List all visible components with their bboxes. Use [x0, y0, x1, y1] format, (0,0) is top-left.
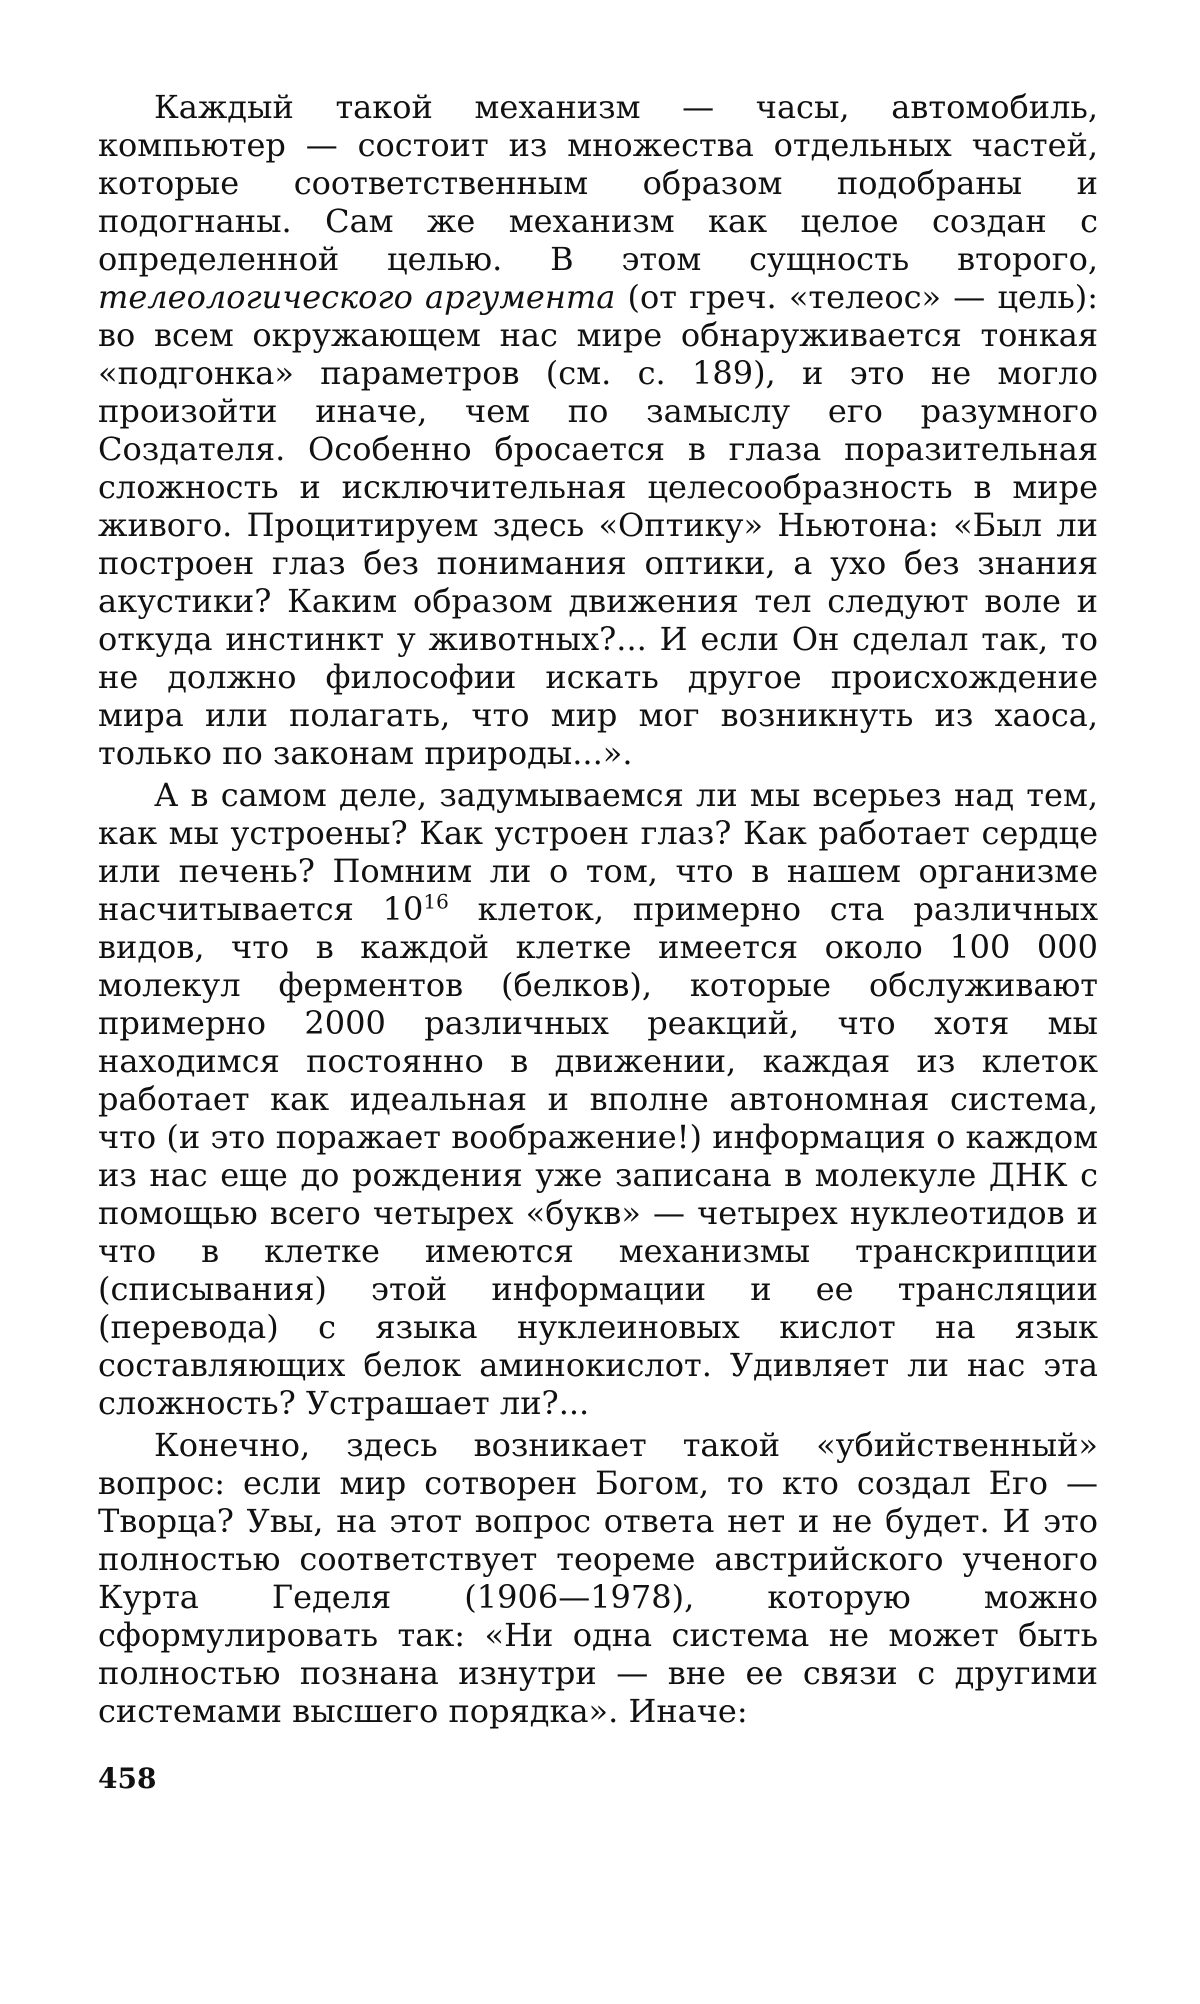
paragraph-3-text: Конечно, здесь возникает такой «убийственный» вопрос: если мир сотворен Богом, то кто создал Его — Творца? Увы, на этот вопрос ответа нет и не будет. И это полностью соответствует теореме австрийского ученого Курта Геделя (1906—1978), которую можно сформулировать так: «Ни одна система не может быть полностью познана изнутри — вне ее связи с другими системами высшего порядка». Иначе:	[98, 1426, 1098, 1730]
paragraph-2-exponent: 16	[423, 889, 449, 914]
paragraph-2-text: А в самом деле, задумываемся ли мы всерьез над тем, как мы устроены? Как устроен глаз? Как работает сердце или печень? Помним ли о том, что в нашем организме насчитывается 10	[98, 776, 1098, 928]
paragraph-3	[98, 1426, 1098, 1730]
paragraph-1-italic-term: телеологического аргумента	[98, 278, 616, 316]
paragraph-1-text-continued: (от греч. «телеос» — цель): во всем окружающем нас мире обнаруживается тонкая «подгонка» параметров (см. с. 189), и это не могло произойти иначе, чем по замыслу его разумного Создателя. Особенно бросается в глаза поразительная сложность и исключительная целесообразность в мире живого. Процитируем здесь «Оптику» Ньютона: «Был ли построен глаз без понимания оптики, а ухо без знания акустики? Каким образом движения тел следуют воле и откуда инстинкт у животных?... И если Он сделал так, то не должно философии искать другое происхождение мира или полагать, что мир мог возникнуть из хаоса, только по законам природы...».	[98, 278, 1098, 772]
paragraph-1-text: Каждый такой механизм — часы, автомобиль, компьютер — состоит из множества отдельных частей, которые соответственным образом подобраны и подогнаны. Сам же механизм как целое создан с определенной целью. В этом сущность второго,	[98, 88, 1098, 278]
paragraph-1	[98, 88, 1098, 772]
paragraph-2-text-continued: клеток, примерно ста различных видов, что в каждой клетке имеется около 100 000 молекул ферментов (белков), которые обслуживают примерно 2000 различных реакций, что хотя мы находимся постоянно в движении, каждая из клеток работает как идеальная и вполне автономная система, что (и это поражает воображение!) информация о каждом из нас еще до рождения уже записана в молекуле ДНК с помощью всего четырех «букв» — четырех нуклеотидов и что в клетке имеются механизмы транскрипции (списывания) этой информации и ее трансляции (перевода) с языка нуклеиновых кислот на язык составляющих белок аминокислот. Удивляет ли нас эта сложность? Устрашает ли?...	[98, 890, 1099, 1422]
page-text	[98, 88, 1098, 1730]
page-number: 458	[98, 1762, 157, 1795]
paragraph-2	[98, 776, 1098, 1422]
